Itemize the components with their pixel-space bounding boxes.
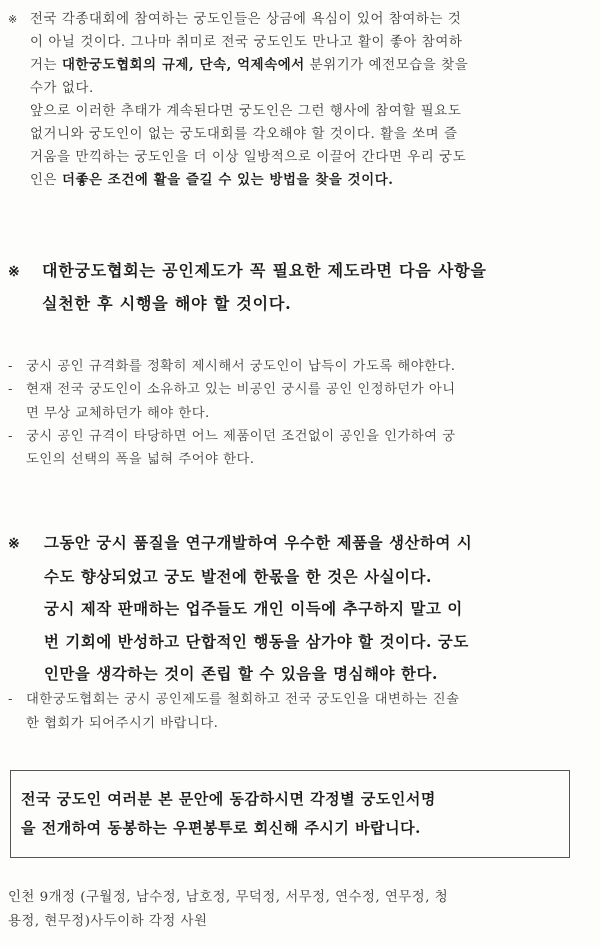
list-item-text: 한 협회가 되어주시기 바랍니다. xyxy=(26,716,219,731)
heading-line xyxy=(8,527,592,561)
list-item xyxy=(8,425,588,472)
list-item-text: 궁시 공인 규격화를 정확히 제시해서 궁도인이 납득이 가도록 해야한다. xyxy=(26,359,456,374)
heading-line xyxy=(8,255,592,288)
list-item xyxy=(8,378,588,425)
heading-text: 대한궁도협회는 공인제도가 꼭 필요한 제도라면 다음 사항을 xyxy=(42,261,487,280)
list-item-text: 대한궁도협회는 궁시 공인제도를 철회하고 전국 궁도인을 대변하는 진솔 xyxy=(26,692,460,707)
intro-line xyxy=(8,8,584,31)
intro-paragraph xyxy=(8,8,584,192)
signatories xyxy=(8,886,592,934)
heading-line: 수도 향상되었고 궁도 발전에 한몫을 한 것은 사실이다. xyxy=(44,567,432,586)
heading-line: 실천한 후 시행을 해야 할 것이다. xyxy=(42,294,292,313)
heading-text: 그동안 궁시 품질을 연구개발하여 우수한 제품을 생산하여 시 xyxy=(44,534,473,552)
dash-marker: - xyxy=(8,382,13,398)
intro-line xyxy=(8,54,584,77)
heading-manufacturers xyxy=(8,527,592,691)
dash-marker: - xyxy=(8,692,13,707)
intro-line xyxy=(8,169,584,192)
list-item xyxy=(8,688,588,736)
signatories-line: 용정, 현무정)사두이하 각정 사원 xyxy=(8,914,208,929)
notice-line: 을 전개하여 동봉하는 우편봉투로 회신해 주시기 바랍니다. xyxy=(21,819,421,837)
intro-text: 인은 xyxy=(30,173,62,188)
heading-line: 번 기회에 반성하고 단합적인 행동을 삼가야 할 것이다. 궁도 xyxy=(44,632,469,651)
list-item-text: 궁시 공인 규격이 타당하면 어느 제품이던 조건없이 공인을 인가하여 궁 xyxy=(26,428,456,444)
intro-text: 전국 각종대회에 참여하는 궁도인들은 상금에 욕심이 있어 참여하는 것 xyxy=(30,12,462,27)
intro-line: 거움을 만끽하는 궁도인을 더 이상 일방적으로 이끌어 간다면 우리 궁도 xyxy=(30,150,467,165)
intro-text: 분위기가 예전모습을 찾을 xyxy=(304,58,469,73)
requirements-list xyxy=(8,355,588,471)
notice-line: 전국 궁도인 여러분 본 문안에 동감하시면 각정별 궁도인서명 xyxy=(21,790,436,808)
list-item-text: 도인의 선택의 폭을 넓혀 주어야 한다. xyxy=(26,452,255,468)
list-item-text: 면 무상 교체하던가 해야 한다. xyxy=(26,405,210,421)
intro-line: 수가 없다. xyxy=(30,81,94,96)
petition-notice-box xyxy=(10,770,570,858)
signatories-line: 인천 9개정 (구월정, 남수정, 남호정, 무덕정, 서무정, 연수정, 연무정, 청 xyxy=(8,890,449,905)
reference-mark: ※ xyxy=(8,536,21,552)
intro-line: 없거니와 궁도인이 없는 궁도대회를 각오해야 할 것이다. 활을 쏘며 즐 xyxy=(30,127,458,142)
heading-requirements xyxy=(8,255,592,319)
dash-marker: - xyxy=(8,428,13,444)
heading-line: 궁시 제작 판매하는 업주들도 개인 이득에 추구하지 말고 이 xyxy=(44,600,463,618)
intro-emphasis: 대한궁도협회의 규제, 단속, 억제속에서 xyxy=(61,57,305,73)
intro-emphasis: 더좋은 조건에 활을 즐길 수 있는 방법을 찾을 것이다. xyxy=(61,172,394,188)
intro-text: 거는 xyxy=(30,58,62,73)
list-item xyxy=(8,355,588,378)
list-item-text: 현재 전국 궁도인이 소유하고 있는 비공인 궁시를 공인 인정하던가 아니 xyxy=(26,382,456,398)
reference-mark: ※ xyxy=(8,264,21,280)
intro-line: 앞으로 이러한 추태가 계속된다면 궁도인은 그런 행사에 참여할 필요도 xyxy=(30,104,462,119)
request-list xyxy=(8,688,588,736)
intro-line: 이 아닐 것이다. 그나마 취미로 전국 궁도인도 만나고 활이 좋아 참여하 xyxy=(30,35,463,50)
dash-marker: - xyxy=(8,359,13,374)
reference-mark: ※ xyxy=(8,13,18,26)
heading-line: 인만을 생각하는 것이 존립 할 수 있음을 명심해야 한다. xyxy=(44,665,438,683)
